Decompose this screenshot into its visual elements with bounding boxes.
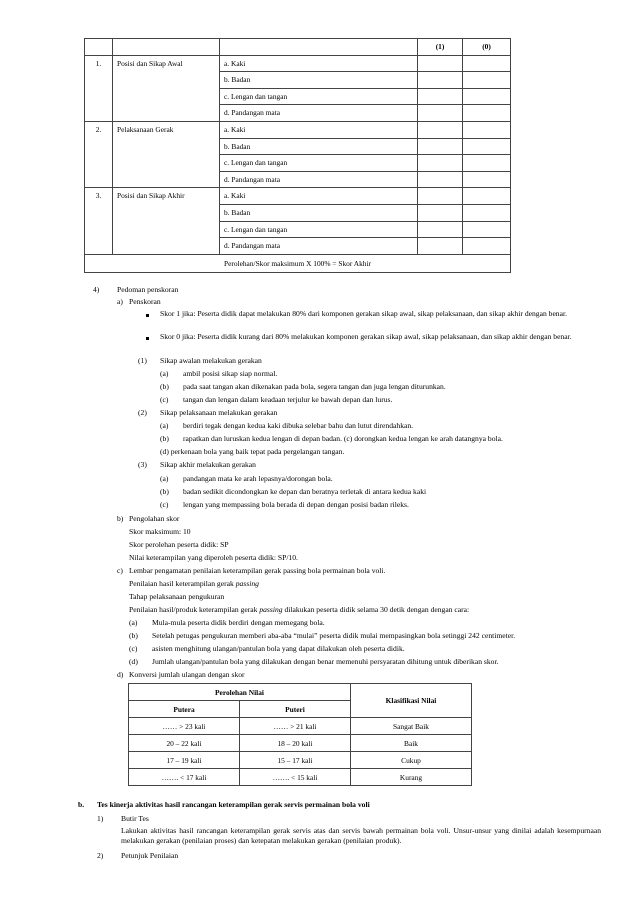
header-puteri: Puteri xyxy=(240,701,351,718)
score-cell xyxy=(418,72,463,89)
subsection-letter: c) xyxy=(117,566,123,575)
subsection-title: Lembar pengamatan penilaian keterampilan gerak passing bola permainan bola voli. xyxy=(129,566,386,575)
item-text: lengan yang mempassing bola berada di depan dengan posisi badan rileks. xyxy=(183,500,409,509)
header-perolehan: Perolehan Nilai xyxy=(129,684,351,701)
score-cell xyxy=(418,221,463,238)
item-letter: (a) xyxy=(129,618,138,627)
score-cell xyxy=(463,88,511,105)
item-title: Sikap awalan melakukan gerakan xyxy=(160,356,262,365)
item-letter: (c) xyxy=(129,644,138,653)
subsection-title: Petunjuk Penilaian xyxy=(121,851,179,860)
text-line: Skor perolehan peserta didik: SP xyxy=(129,540,229,549)
subsection-title: Penskoran xyxy=(129,297,161,306)
item-cell: b. Badan xyxy=(220,72,418,89)
item-cell: a. Kaki xyxy=(220,188,418,205)
score-cell xyxy=(463,138,511,155)
score-cell xyxy=(463,204,511,221)
cell-puteri: …… > 21 kali xyxy=(240,718,351,735)
item-cell: a. Kaki xyxy=(220,121,418,138)
paragraph: Lakukan aktivitas hasil rancangan keterampilan gerak servis atas dan servis bawah permainan bola voli. Unsur-unsur yang dinilai adalah kesempurnaan melakukan gerakan (penilaian proses) dan ketepatan melakukan gerakan (penilaian produk). xyxy=(121,826,601,846)
item-text: rapatkan dan luruskan kedua lengan di depan badan. (c) dorongkan kedua lengan ke arah datangnya bola. xyxy=(183,434,503,443)
bullet-icon xyxy=(146,314,149,317)
cell-putera: …… > 23 kali xyxy=(129,718,240,735)
cell-klasifikasi: Cukup xyxy=(351,752,472,769)
item-cell: b. Badan xyxy=(220,204,418,221)
score-cell xyxy=(418,188,463,205)
item-title: Sikap pelaksanaan melakukan gerakan xyxy=(160,408,278,417)
item-text: Setelah petugas pengukuran memberi aba-aba “mulai” peserta didik mulai mempasingkan bola setinggi 242 centimeter. xyxy=(152,631,516,640)
item-number: (1) xyxy=(138,356,147,365)
score-cell xyxy=(463,171,511,188)
scoring-rule-1: Skor 1 jika: Peserta didik dapat melakukan 80% dari komponen gerakan sikap awal, sikap pelaksanaan, dan sikap akhir dengan benar. xyxy=(160,309,567,318)
item-text: pada saat tangan akan dikenakan pada bola, segera tangan dan juga lengan diturunkan. xyxy=(183,382,446,391)
item-number: (3) xyxy=(138,460,147,469)
score-cell xyxy=(463,238,511,255)
cell-puteri: 18 – 20 kali xyxy=(240,735,351,752)
item-letter: (c) xyxy=(160,500,169,509)
item-text: asisten menghitung ulangan/pantulan bola yang dapat dilakukan oleh peserta didik. xyxy=(152,644,405,653)
item-letter: (b) xyxy=(129,631,138,640)
header-cell xyxy=(85,39,113,56)
row-number: 3. xyxy=(85,188,113,254)
cell-klasifikasi: Kurang xyxy=(351,769,472,786)
aspect-cell: Posisi dan Sikap Awal xyxy=(113,55,220,121)
text-line: Penilaian hasil/produk keterampilan gerak passing dilakukan peserta didik selama 30 detik dengan dengan cara: xyxy=(129,605,470,614)
score-cell xyxy=(463,72,511,89)
item-text: ambil posisi sikap siap normal. xyxy=(183,369,278,378)
item-letter: (d) xyxy=(129,657,138,666)
row-number: 1. xyxy=(85,55,113,121)
score-cell xyxy=(418,121,463,138)
cell-putera: ……. < 17 kali xyxy=(129,769,240,786)
subsection-title: Konversi jumlah ulangan dengan skor xyxy=(129,670,245,679)
item-cell: c. Lengan dan tangan xyxy=(220,88,418,105)
item-cell: b. Badan xyxy=(220,138,418,155)
cell-klasifikasi: Sangat Baik xyxy=(351,718,472,735)
text-line: Penilaian hasil keterampilan gerak passing xyxy=(129,579,259,588)
aspect-cell: Pelaksanaan Gerak xyxy=(113,121,220,187)
item-text: (d) perkenaan bola yang baik tepat pada pergelangan tangan. xyxy=(160,447,345,456)
item-letter: (b) xyxy=(160,434,169,443)
item-title: Sikap akhir melakukan gerakan xyxy=(160,460,256,469)
item-cell: d. Pandangan mata xyxy=(220,238,418,255)
item-letter: (b) xyxy=(160,382,169,391)
text-line: Nilai keterampilan yang diperoleh peserta didik: SP/10. xyxy=(129,553,298,562)
table-row xyxy=(85,188,511,205)
table-row xyxy=(129,752,472,769)
score-cell xyxy=(463,105,511,122)
item-text: tangan dan lengan dalam keadaan terjulur ke bawah depan dan lurus. xyxy=(183,395,393,404)
header-cell-score-0: (0) xyxy=(463,39,511,56)
text-line: Tahap pelaksanaan pengukuran xyxy=(129,592,225,601)
table-row xyxy=(85,55,511,72)
header-cell-score-1: (1) xyxy=(418,39,463,56)
subsection-number: 1) xyxy=(97,814,104,823)
score-cell xyxy=(418,88,463,105)
section-number: 4) xyxy=(93,285,100,294)
header-putera: Putera xyxy=(129,701,240,718)
table-row xyxy=(129,769,472,786)
item-cell: c. Lengan dan tangan xyxy=(220,221,418,238)
subsection-letter: b) xyxy=(117,514,124,523)
scoring-rule-0: Skor 0 jika: Peserta didik kurang dari 80% melakukan komponen gerakan sikap awal, sikap pelaksanaan, dan sikap akhir dengan benar. xyxy=(160,332,572,341)
item-cell: d. Pandangan mata xyxy=(220,171,418,188)
score-cell xyxy=(418,55,463,72)
item-text: berdiri tegak dengan kedua kaki dibuka selebar bahu dan lutut direndahkan. xyxy=(183,421,414,430)
item-text: badan sedikit dicondongkan ke depan dan beratnya terletak di antara kedua kaki xyxy=(183,487,427,496)
table-footer: Perolehan/Skor maksimum X 100% = Skor Akhir xyxy=(85,254,511,272)
score-cell xyxy=(418,204,463,221)
cell-puteri: 15 – 17 kali xyxy=(240,752,351,769)
item-text: Jumlah ulangan/pantulan bola yang dilakukan dengan benar memenuhi persyaratan dihitung untuk diberikan skor. xyxy=(152,657,499,666)
item-letter: (a) xyxy=(160,474,169,483)
item-letter: (a) xyxy=(160,421,169,430)
score-cell xyxy=(418,155,463,172)
text-line: Skor maksimum: 10 xyxy=(129,527,191,536)
item-letter: (b) xyxy=(160,487,169,496)
conversion-table xyxy=(128,683,472,786)
cell-putera: 20 – 22 kali xyxy=(129,735,240,752)
table-row xyxy=(129,735,472,752)
score-cell xyxy=(463,121,511,138)
item-text: pandangan mata ke arah lepasnya/dorongan bola. xyxy=(183,474,333,483)
item-text: Mula-mula peserta didik berdiri dengan memegang bola. xyxy=(152,618,325,627)
score-cell xyxy=(463,188,511,205)
item-letter: (a) xyxy=(160,369,169,378)
score-cell xyxy=(418,105,463,122)
score-cell xyxy=(463,221,511,238)
score-cell xyxy=(463,55,511,72)
table-footer-row xyxy=(85,254,511,272)
subsection-letter: d) xyxy=(117,670,124,679)
table-header-row xyxy=(85,39,511,56)
section-title: Tes kinerja aktivitas hasil rancangan keterampilan gerak servis permainan bola voli xyxy=(97,800,370,809)
subsection-number: 2) xyxy=(97,851,104,860)
subsection-title: Butir Tes xyxy=(121,814,149,823)
table-row xyxy=(85,121,511,138)
score-cell xyxy=(418,238,463,255)
item-number: (2) xyxy=(138,408,147,417)
assessment-table xyxy=(84,38,511,273)
cell-putera: 17 – 19 kali xyxy=(129,752,240,769)
item-cell: c. Lengan dan tangan xyxy=(220,155,418,172)
table-row xyxy=(129,718,472,735)
score-cell xyxy=(418,138,463,155)
item-cell: d. Pandangan mata xyxy=(220,105,418,122)
subsection-letter: a) xyxy=(117,297,123,306)
cell-puteri: ……. < 15 kali xyxy=(240,769,351,786)
item-letter: (c) xyxy=(160,395,169,404)
section-letter: b. xyxy=(78,800,85,809)
subsection-title: Pengolahan skor xyxy=(129,514,180,523)
cell-klasifikasi: Baik xyxy=(351,735,472,752)
section-title: Pedoman penskoran xyxy=(117,285,179,294)
row-number: 2. xyxy=(85,121,113,187)
table-header-row xyxy=(129,684,472,701)
header-cell xyxy=(220,39,418,56)
bullet-icon xyxy=(146,337,149,340)
header-klasifikasi: Klasifikasi Nilai xyxy=(351,684,472,718)
aspect-cell: Posisi dan Sikap Akhir xyxy=(113,188,220,254)
score-cell xyxy=(463,155,511,172)
item-cell: a. Kaki xyxy=(220,55,418,72)
score-cell xyxy=(418,171,463,188)
header-cell xyxy=(113,39,220,56)
